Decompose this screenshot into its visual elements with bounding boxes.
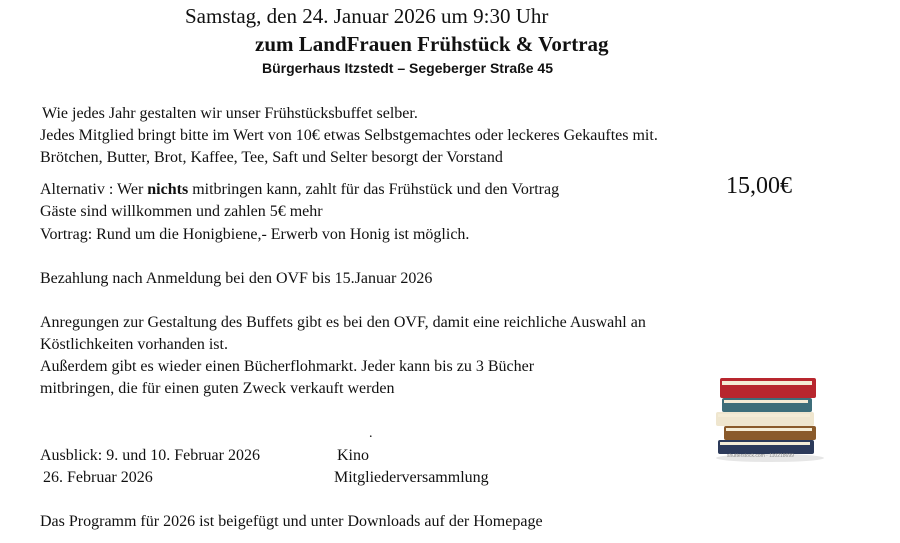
intro-line-3: Brötchen, Butter, Brot, Kaffee, Tee, Saft und Selter besorgt der Vorstand bbox=[40, 149, 503, 166]
stray-dot: . bbox=[369, 426, 373, 441]
alternative-prefix: Alternativ : Wer bbox=[40, 181, 148, 198]
outlook-date-1: Ausblick: 9. und 10. Februar 2026 bbox=[40, 447, 260, 464]
outlook-event-2: Mitgliederversammlung bbox=[334, 469, 489, 486]
alternative-suffix: mitbringen kann, zahlt für das Frühstück und den Vortrag bbox=[188, 181, 560, 198]
flea-market-line-2: mitbringen, die für einen guten Zweck verkauft werden bbox=[40, 380, 395, 397]
book-stack-image bbox=[712, 372, 824, 464]
payment-note: Bezahlung nach Anmeldung bei den OVF bis 15.Januar 2026 bbox=[40, 270, 433, 287]
price-value: 15,00€ bbox=[726, 173, 792, 199]
flea-market-line-1: Außerdem gibt es wieder einen Bücherflohmarkt. Jeder kann bis zu 3 Bücher bbox=[40, 358, 535, 375]
book-stack-icon bbox=[716, 378, 824, 462]
footer-note: Das Programm für 2026 ist beigefügt und unter Downloads auf der Homepage bbox=[40, 513, 543, 530]
buffet-line-2: Köstlichkeiten vorhanden ist. bbox=[40, 336, 228, 353]
event-location: Bürgerhaus Itzstedt – Segeberger Straße 45 bbox=[262, 60, 553, 76]
talk-note: Vortrag: Rund um die Honigbiene,- Erwerb von Honig ist möglich. bbox=[40, 226, 470, 243]
event-title: zum LandFrauen Frühstück & Vortrag bbox=[255, 32, 609, 56]
buffet-line-1: Anregungen zur Gestaltung des Buffets gibt es bei den OVF, damit eine reichliche Auswahl an bbox=[40, 314, 646, 331]
image-credit: shutterstock.com · 110218699 bbox=[727, 453, 794, 459]
intro-line-2: Jedes Mitglied bringt bitte im Wert von 10€ etwas Selbstgemachtes oder leckeres Gekauftes mit. bbox=[40, 127, 658, 144]
guests-note: Gäste sind willkommen und zahlen 5€ mehr bbox=[40, 203, 323, 220]
event-date-line: Samstag, den 24. Januar 2026 um 9:30 Uhr bbox=[185, 4, 549, 28]
outlook-date-2: 26. Februar 2026 bbox=[43, 469, 153, 486]
alternative-line bbox=[40, 181, 559, 199]
alternative-emphasis: nichts bbox=[147, 181, 189, 198]
intro-line-1: Wie jedes Jahr gestalten wir unser Frühstücksbuffet selber. bbox=[42, 105, 418, 122]
outlook-event-1: Kino bbox=[337, 447, 369, 464]
